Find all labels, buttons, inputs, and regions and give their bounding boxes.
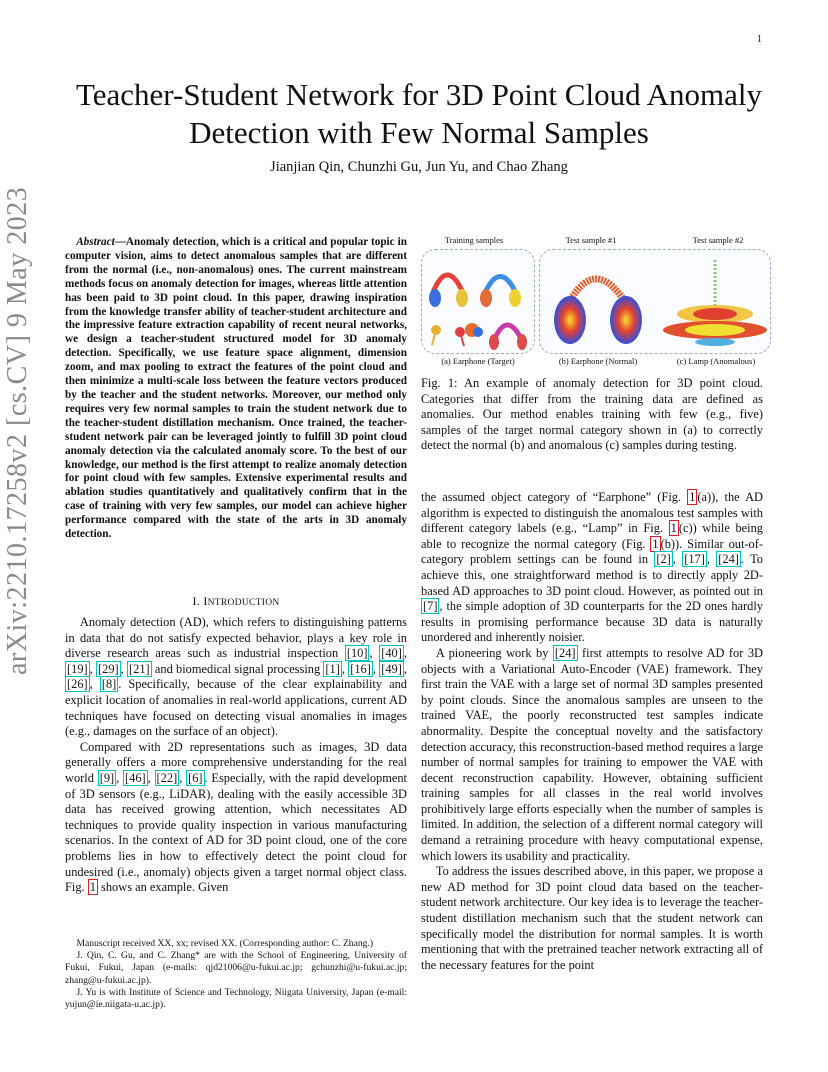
training-samples-panel bbox=[421, 249, 535, 354]
figure-label-test2: Test sample #2 bbox=[692, 235, 744, 245]
training-earphones-image bbox=[422, 250, 534, 353]
intro-left-column bbox=[65, 615, 407, 896]
test-samples-image bbox=[540, 250, 770, 353]
figure-1 bbox=[421, 232, 771, 372]
figure-sublabel-a: (a) Earphone (Target) bbox=[441, 356, 515, 366]
footnote: J. Yu is with Institute of Science and Technology, Niigata University, Japan (e-mail: yujun@ie.niigata-u.ac.jp). bbox=[65, 986, 407, 1011]
paper-authors: Jianjian Qin, Chunzhi Gu, Jun Yu, and Chao Zhang bbox=[270, 159, 568, 175]
paragraph: Compared with 2D representations such as images, 3D data generally offers a more comprehensive understanding for the real world [9] , [46] , [22] , [6] . Especially, with the rapid development of 3D sensors (e.g., LiDAR), dealing with the easily accessible 3D data has received growing attention, which necessitates AD techniques to provide quality inspection in various manufacturing scenarios. In the context of AD for 3D point cloud, one of the core problems lies in how to effectively detect the point cloud for undesired (i.e., anomaly) objects given a target normal object class. Fig. 1 shows an example. Given bbox=[65, 739, 407, 895]
abstract: Abstract—Anomaly detection, which is a critical and popular topic in computer vision, aims to detect anomalous samples that are different from the normal (i.e., non-anomalous) ones. The current mainstream methods focus on anomaly detection for images, whereas little attention has been paid to 3D point cloud. In this paper, drawing inspiration from the knowledge transfer ability of teacher-student architecture and the impressive feature extraction capability of recent neural networks, we design a teacher-student structured model for 3D anomaly detection. Specifically, we use feature space alignment, dimension zoom, and max pooling to extract the features of the point cloud and then minimize a multi-scale loss between the feature vectors produced by the teacher and the student networks. Moreover, our method only requires very few normal samples to train the student network due to the teacher-student distillation mechanism. Once trained, the teacher-student network pair can be leveraged jointly to fulfill 3D point cloud anomaly detection via the calculated anomaly score. To the best of our knowledge, our method is the first attempt to realize anomaly detection for point cloud with few samples. Extensive experimental results and ablation studies quantitatively and qualitatively confirm that in the case of training with very few samples, our model can achieve higher performance compared with the state of the arts in 3D anomaly detection. bbox=[65, 236, 407, 541]
paragraph: Anomaly detection (AD), which refers to distinguishing patterns in data that do not satisfy expected behavior, plays a key role in diverse research areas such as industrial inspection [10] , [40] , [19] , [29] , [21] and biomedical signal processing [1] , [16] , [49] , [26] , [8] . Specifically, because of the clear explainability and explicit location of anomalies in real-world applications, current AD techniques have focused on detecting visual anomalies in images (e.g., damages on the surface of an object). bbox=[65, 615, 407, 739]
footnotes bbox=[65, 938, 407, 1011]
arxiv-stamp: arXiv:2210.17258v2 [cs.CV] 9 May 2023 bbox=[2, 186, 33, 675]
abstract-text: Anomaly detection, which is a critical and popular topic in computer vision, aims to detect anomalous samples that are different from the normal (i.e., non-anomalous) ones. The current mainstream methods focus on anomaly detection for images, whereas little attention has been paid to 3D point cloud. In this paper, drawing inspiration from the knowledge transfer ability of teacher-student architecture and the impressive feature extraction capability of recent neural networks, we design a teacher-student structured model for 3D anomaly detection. Specifically, we use feature space alignment, dimension zoom, and max pooling to extract the features of the point cloud and then minimize a multi-scale loss between the feature vectors produced by the teacher and the student networks. Moreover, our method only requires very few normal samples to train the student network due to the teacher-student distillation mechanism. Once trained, the teacher-student network pair can be leveraged jointly to fulfill 3D point cloud anomaly detection via the calculated anomaly score. To the best of our knowledge, our method is the first attempt to realize anomaly detection for point cloud with few samples. Extensive experimental results and ablation studies quantitatively and qualitatively confirm that in the case of training with very few samples, our model can achieve higher performance compared with the state of the arts in 3D anomaly detection. bbox=[65, 236, 407, 541]
footnote: Manuscript received XX, xx; revised XX. (Corresponding author: C. Zhang.) bbox=[76, 938, 374, 949]
section-heading: I. INTRODUCTION bbox=[192, 594, 280, 608]
paragraph: To address the issues described above, in this paper, we propose a new AD method for 3D point cloud data based on the teacher-student network architecture. Our key idea is to leverage the teacher-student distillation mechanism such that the student network can specifically model the distribution for normal samples. It is worth mentioning that with the pretrained teacher network extracting all of the necessary features for the point bbox=[421, 864, 763, 972]
figure-label-training: Training samples bbox=[444, 235, 504, 245]
paper-title: Teacher-Student Network for 3D Point Cloud Anomaly Detection with Few Normal Samples bbox=[76, 77, 762, 150]
page-number: 1 bbox=[757, 34, 762, 45]
paragraph: the assumed object category of “Earphone” (Fig. 1 (a)), the AD algorithm is expected to distinguish the anomalous test samples with different category labels (e.g., “Lamp” in Fig. 1 (c)) while being able to recognize the normal category (Fig. 1 (b)). Similar out-of-category problem settings can be found in [2] , [17] , [24] . To achieve this, one straightforward method is to directly apply 2D-based AD approaches to 3D point cloud. However, as pointed out in [7] , the simple adoption of 3D counterparts for the 2D ones hardly results in promising performance because 3D data is naturally unordered and inherently noisier. bbox=[421, 490, 763, 645]
paragraph: A pioneering work by [24] first attempts to resolve AD for 3D objects with a Variational Auto-Encoder (VAE) framework. They first train the VAE with a large set of normal 3D samples presented by point clouds. Since the anomalous samples are unseen to the trained VAE, the poorly reconstructed test samples indicate abnormality. Despite the conceptual novelty and the satisfactory detection accuracy, this reconstruction-based method requires a large number of normal samples for training to empower the VAE with decent reconstruction capability. However, obtaining sufficient training samples for all classes in the real world involves prohibitively large efforts especially when the number of samples is limited. In addition, the selection of a different normal category will demand a retraining procedure with heavy computational expense, which lowers its usability and practicality. bbox=[421, 645, 763, 863]
abstract-label: Abstract bbox=[76, 236, 115, 248]
footnote: J. Qin, C. Gu, and C. Zhang* are with the School of Engineering, University of Fukui, Fukui, Japan (e-mails: qjd21006@u-fukui.ac.jp; gchunzhi@u-fukui.ac.jp; zhang@u-fukui.ac.jp). bbox=[65, 950, 407, 986]
intro-right-column bbox=[421, 490, 763, 973]
test-samples-panel bbox=[539, 249, 771, 354]
figure-sublabel-b: (b) Earphone (Normal) bbox=[558, 356, 638, 366]
figure-sublabel-c: (c) Lamp (Anomalous) bbox=[676, 356, 756, 366]
figure-label-test1: Test sample #1 bbox=[565, 235, 617, 245]
figure-caption: Fig. 1: An example of anomaly detection for 3D point cloud. Categories that differ from the training data are defined as anomalies. Our method enables training with few (e.g., five) samples of the target normal category shown in (a) to correctly detect the normal (b) and anomalous (c) samples during testing. bbox=[421, 376, 763, 453]
